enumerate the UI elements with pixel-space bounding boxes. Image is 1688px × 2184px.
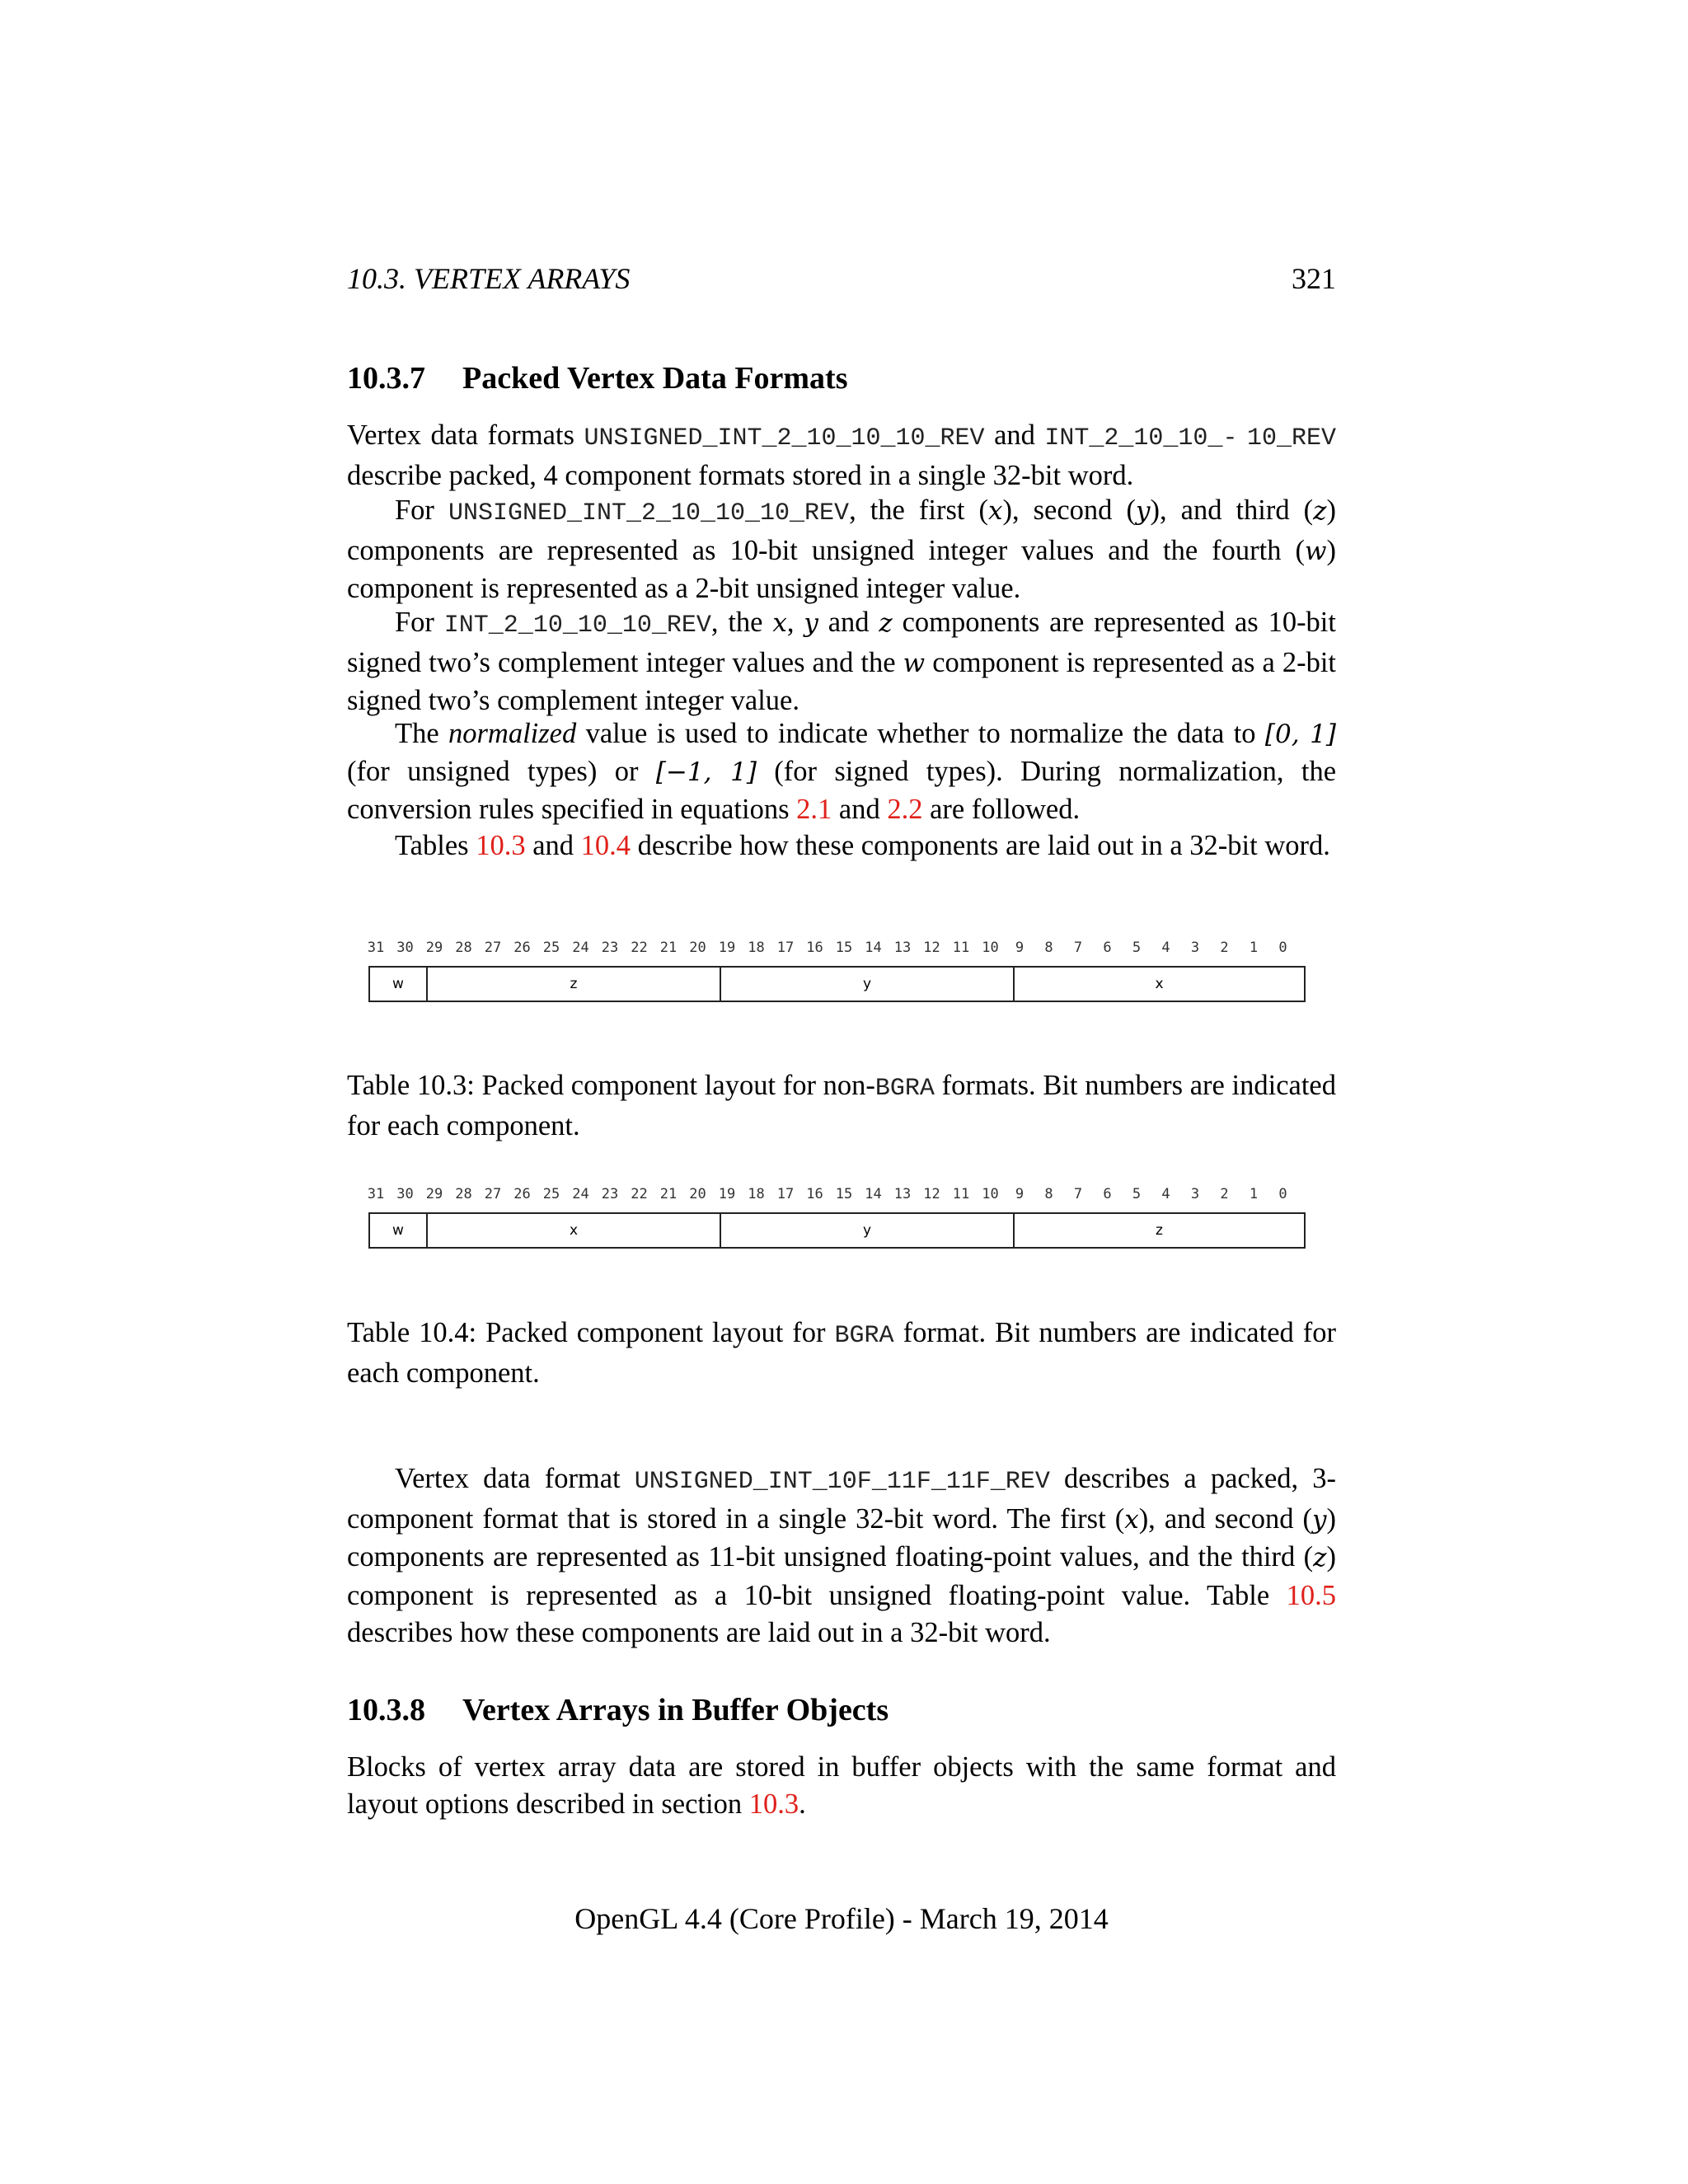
bit-number: 30 [396, 940, 414, 956]
equation-link[interactable]: 2.1 [796, 794, 832, 826]
bit-number: 17 [776, 940, 795, 956]
section-heading-10-3-7 [347, 360, 848, 396]
bit-number: 21 [659, 1186, 678, 1202]
bit-number: 1 [1249, 940, 1259, 956]
bit-number: 3 [1190, 940, 1200, 956]
section-link[interactable]: 10.3 [748, 1788, 799, 1821]
bit-number: 5 [1132, 940, 1142, 956]
section-heading-10-3-8 [347, 1692, 889, 1728]
table-caption-10-3: Table 10.3: Packed component layout for non-BGRA formats. Bit numbers are indicated for each component. [347, 1070, 1336, 1142]
bit-number: 6 [1103, 1186, 1112, 1202]
code-token: BGRA [874, 1075, 935, 1103]
bit-number: 28 [455, 940, 472, 956]
field-x: x [1155, 976, 1164, 992]
paragraph-formats-intro: Vertex data formats UNSIGNED_INT_2_10_10_10_REV and INT_2_10_10_- 10_REV describe packed, 4 component formats stored in a single 32-bit word. [347, 419, 1337, 492]
code-token: BGRA [834, 1322, 894, 1350]
bit-number: 24 [572, 940, 589, 956]
bit-number: 17 [776, 1186, 795, 1202]
bit-number: 8 [1044, 940, 1053, 956]
bit-number-row [368, 940, 1307, 961]
paragraph-tables-ref: Tables 10.3 and 10.4 describe how these components are laid out in a 32-bit word. [395, 830, 1330, 861]
bit-number: 2 [1220, 940, 1229, 956]
bit-number: 26 [513, 1186, 531, 1202]
bit-number: 9 [1015, 940, 1025, 956]
table-caption-10-4: Table 10.4: Packed component layout for BGRA format. Bit numbers are indicated for each component. [347, 1317, 1336, 1390]
bit-number: 23 [601, 940, 619, 956]
bit-number: 28 [455, 1186, 472, 1202]
bit-number: 13 [893, 940, 912, 956]
bit-number: 22 [631, 1186, 648, 1202]
field-y: y [721, 1214, 1015, 1247]
bit-number: 23 [601, 1186, 619, 1202]
bit-number: 13 [893, 1186, 912, 1202]
field-x: x [428, 1214, 721, 1247]
bit-number: 0 [1278, 940, 1287, 956]
paragraph-buffer-objects: Blocks of vertex array data are stored in buffer objects with the same format and layout options described in section 10.3. [347, 1751, 1336, 1821]
bit-number: 3 [1190, 1186, 1200, 1202]
bit-number: 18 [748, 1186, 765, 1202]
bit-number: 25 [542, 1186, 560, 1202]
bit-number: 8 [1044, 1186, 1053, 1202]
bit-number: 16 [806, 1186, 823, 1202]
bit-number: 4 [1161, 1186, 1170, 1202]
bit-number: 0 [1278, 1186, 1287, 1202]
bit-number-row [368, 1186, 1307, 1207]
code-token: INT_2_10_10_- [1044, 424, 1238, 452]
bit-number: 12 [923, 940, 940, 956]
bit-number: 15 [835, 1186, 853, 1202]
bit-number: 31 [367, 940, 385, 956]
bit-number: 12 [923, 1186, 940, 1202]
equation-link[interactable]: 2.2 [887, 794, 923, 826]
code-token: UNSIGNED_INT_10F_11F_11F_REV [634, 1468, 1050, 1496]
bit-number: 21 [659, 940, 678, 956]
bit-number: 19 [718, 1186, 736, 1202]
bit-number: 10 [982, 940, 999, 956]
packed-layout-table-10-3 [368, 966, 1306, 1002]
bit-number: 14 [865, 1186, 882, 1202]
bit-number: 2 [1220, 1186, 1229, 1202]
bit-number: 25 [542, 940, 560, 956]
bit-number: 11 [952, 1186, 970, 1202]
bit-number: 20 [689, 940, 706, 956]
bit-number: 5 [1132, 1186, 1142, 1202]
bit-number: 18 [748, 940, 765, 956]
bit-number: 4 [1161, 940, 1170, 956]
bit-number: 7 [1073, 1186, 1083, 1202]
table-link[interactable]: 10.4 [580, 830, 631, 861]
bit-number: 26 [513, 940, 531, 956]
bit-number: 10 [982, 1186, 999, 1202]
page-footer: OpenGL 4.4 (Core Profile) - March 19, 2014 [574, 1902, 1109, 1935]
table-link[interactable]: 10.5 [1286, 1579, 1336, 1611]
bit-number: 11 [952, 940, 970, 956]
field-z: z [428, 968, 721, 1001]
section-title: Packed Vertex Data Formats [462, 361, 848, 396]
bit-number: 1 [1249, 1186, 1259, 1202]
code-token: INT_2_10_10_10_REV [443, 612, 711, 640]
bit-number: 27 [484, 940, 502, 956]
bit-number: 16 [806, 940, 823, 956]
bit-number: 24 [572, 1186, 589, 1202]
field-w: w [370, 1214, 428, 1247]
section-number: 10.3.7 [347, 361, 425, 396]
field-y: y [721, 968, 1015, 1001]
bit-number: 6 [1103, 940, 1112, 956]
code-token: 10_REV [1246, 424, 1337, 452]
bit-number: 9 [1015, 1186, 1025, 1202]
bit-number: 31 [367, 1186, 385, 1202]
bit-number: 27 [484, 1186, 502, 1202]
field-z: z [1156, 1222, 1163, 1239]
bit-number: 29 [425, 940, 443, 956]
bit-number: 15 [835, 940, 853, 956]
code-token: UNSIGNED_INT_2_10_10_10_REV [448, 499, 850, 527]
bit-number: 29 [425, 1186, 443, 1202]
field-w: w [370, 968, 428, 1001]
bit-number: 14 [865, 940, 882, 956]
section-number: 10.3.8 [347, 1693, 425, 1727]
running-header [347, 262, 1336, 295]
packed-layout-table-10-4 [368, 1212, 1306, 1249]
table-link[interactable]: 10.3 [476, 830, 526, 861]
bit-number: 30 [396, 1186, 414, 1202]
bit-number: 20 [689, 1186, 706, 1202]
section-title: Vertex Arrays in Buffer Objects [462, 1693, 889, 1727]
page-number: 321 [1292, 262, 1336, 295]
paragraph-normalized: The normalized value is used to indicate whether to normalize the data to [0, 1] (for unsigned types) or [−1, 1] (for signed types). During normalization, the conversion rules specified in equations 2.1 and 2.2 are followed. [347, 718, 1337, 826]
paragraph-10f-11f-format: Vertex data format UNSIGNED_INT_10F_11F_11F_REV describes a packed, 3-component format that is stored in a single 32-bit word. The first (x), and second (y) components are represented as 11-bit unsigned floating-point values, and the third (z) component is represented as a 10-bit unsigned floating-point value. Table 10.5 describes how these components are laid out in a 32-bit word. [347, 1463, 1336, 1648]
bit-number: 22 [631, 940, 648, 956]
paragraph-unsigned-format: For UNSIGNED_INT_2_10_10_10_REV, the first (x), second (y), and third (z) components are represented as 10-bit unsigned integer values and the fourth (w) component is represented as a 2-bit unsigned integer value. [347, 494, 1337, 605]
code-token: UNSIGNED_INT_2_10_10_10_REV [584, 424, 985, 452]
bit-number: 19 [718, 940, 736, 956]
paragraph-signed-format: For INT_2_10_10_10_REV, the x, y and z components are represented as 10-bit signed two’s complement integer values and the w component is represented as a 2-bit signed two’s complement integer value. [347, 607, 1336, 717]
header-section-title: 10.3. VERTEX ARRAYS [347, 262, 631, 295]
bit-number: 7 [1073, 940, 1083, 956]
